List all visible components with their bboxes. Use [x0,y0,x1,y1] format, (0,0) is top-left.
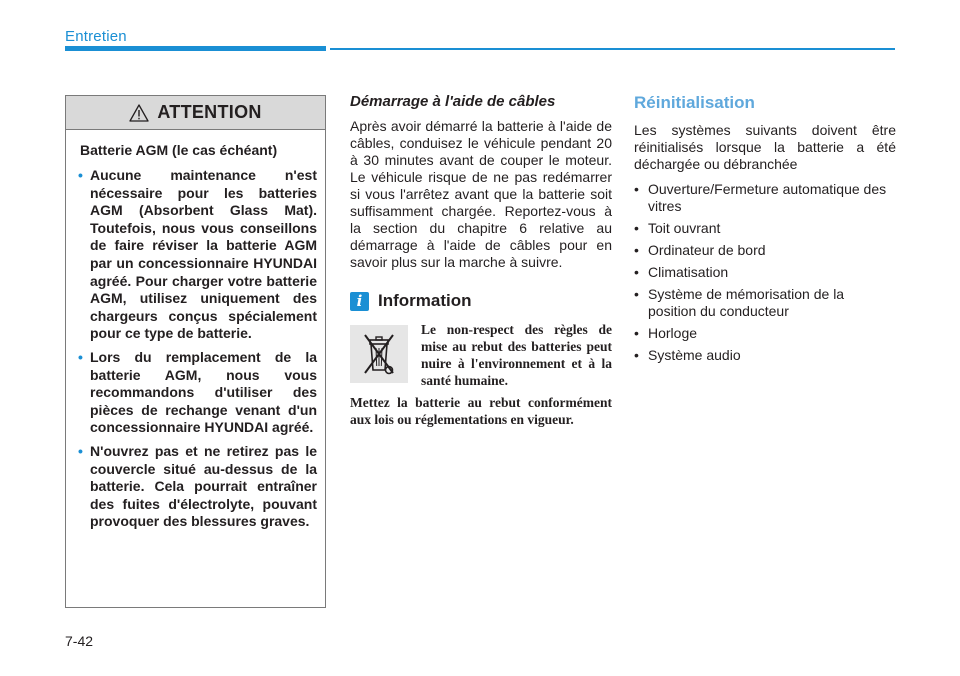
list-item [634,286,896,320]
page-number: 7-42 [65,633,94,649]
bullet-dot-icon: • [78,348,83,365]
attention-box [65,95,326,608]
attention-body [66,130,325,531]
list-item [634,181,896,215]
list-item-text: Ordinateur de bord [648,242,766,258]
reinitialisation-heading: Réinitialisation [634,93,755,112]
list-item [634,347,896,364]
jump-start-body: Après avoir démarré la batterie à l'aide de câbles, conduisez le véhicule pendant 20 à 30 minutes avant de couper le moteur. Le véhicule risque de ne pas redémarrer si vous l'arrêtez avant que la batterie soit suffisamment chargée. Reportez-vous à la section du chapitre 6 relative au démarrage à l'aide de câbles pour en savoir plus sur la marche à suivre. [350,118,612,270]
attention-item-text: Lors du remplacement de la batterie AGM, nous vous recommandons d'utiliser des pièces de rechange venant d'un concessionnaire HYUNDAI agréé. [90,348,317,436]
attention-list [80,167,317,531]
header-rule-thick [65,46,326,51]
info-icon: i [350,292,369,311]
information-note: Le non-respect des règles de mise au rebut des batteries peut nuire à l'environnement et à la santé humaine. [421,322,612,388]
information-title: Information [378,291,472,310]
list-item-text: Climatisation [648,264,729,280]
attention-header [66,96,325,130]
bullet-dot-icon: • [634,242,639,258]
bullet-dot-icon: • [78,167,83,183]
bullet-dot-icon: • [634,325,639,341]
attention-item [80,443,317,531]
reinitialisation-column [634,93,896,369]
information-heading [350,291,612,311]
bullet-dot-icon: • [634,264,639,280]
reinitialisation-intro: Les systèmes suivants doivent être réinitialisés lorsque la batterie a été déchargée ou débranchée [634,122,896,172]
attention-item [80,167,317,343]
information-disposal-note: Mettez la batterie au rebut conformément aux lois ou réglementations en vigueur. [350,395,612,427]
list-item-text: Toit ouvrant [648,220,721,236]
bullet-dot-icon: • [78,442,83,459]
crossed-bin-icon [350,325,408,383]
information-row [350,321,612,389]
list-item-text: Horloge [648,325,698,341]
list-item [634,264,896,281]
section-title: Entretien [65,28,127,45]
list-item-text: Ouverture/Fermeture automatique des vitres [648,181,887,214]
warning-triangle-icon [129,104,149,122]
list-item-text: Système de mémorisation de la position du conducteur [648,286,845,319]
bullet-dot-icon: • [634,347,639,363]
reinitialisation-list [634,181,896,364]
attention-item-text: N'ouvrez pas et ne retirez pas le couvercle situé au-dessus de la batterie. Cela pourrait entraîner des fuites d'électrolyte, pouvant provoquer des blessures graves. [90,442,317,530]
list-item [634,220,896,237]
header-rule-thin [330,48,895,50]
attention-subtitle: Batterie AGM (le cas échéant) [80,142,278,158]
bullet-dot-icon: • [634,286,639,302]
attention-item [80,349,317,437]
list-item-text: Système audio [648,347,741,363]
attention-item-text: Aucune maintenance n'est nécessaire pour les batteries AGM (Absorbent Glass Mat). Toutefois, nous vous conseillons de faire réviser la batterie AGM par un concessionnaire HYUNDAI agréé. Pour charger votre batterie AGM, utilisez uniquement des chargeurs conçus spécialement pour ce type de batterie. [90,167,317,342]
list-item [634,242,896,259]
list-item [634,325,896,342]
jump-start-column [350,93,612,428]
attention-title: ATTENTION [157,102,262,122]
bullet-dot-icon: • [634,220,639,236]
bullet-dot-icon: • [634,181,639,197]
jump-start-heading: Démarrage à l'aide de câbles [350,93,556,110]
